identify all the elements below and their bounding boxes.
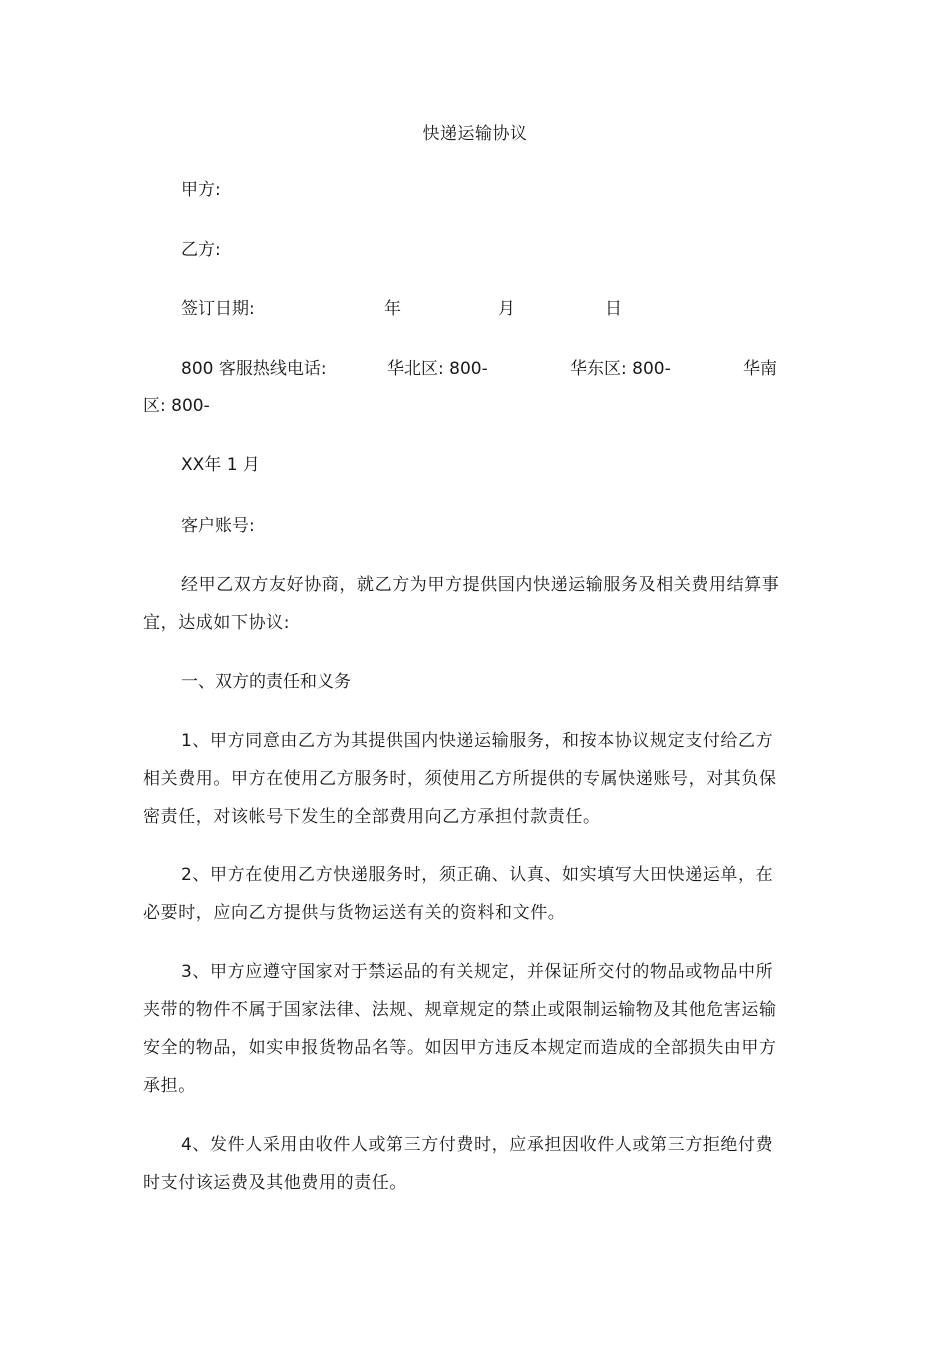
hotline-north: 华北区: 800- [387, 359, 488, 379]
clause-3: 3、甲方应遵守国家对于禁运品的有关规定，并保证所交付的物品或物品中所夹带的物件不属于国家法律、法规、规章规定的禁止或限制运输物及其他危害运输安全的物品，如实申报货物品名等。如因甲方违反本规定而造成的全部损失由甲方承担。 [143, 962, 777, 1096]
hotline-south-part1: 华南 [743, 359, 777, 379]
sign-date-day: 日 [605, 299, 622, 319]
date-line: XX年 1 月 [181, 455, 260, 475]
clause-2: 2、甲方在使用乙方快递服务时，须正确、认真、如实填写大田快递运单，在必要时，应向乙方提供与货物运送有关的资料和文件。 [143, 865, 774, 923]
clause-4: 4、发件人采用由收件人或第三方付费时，应承担因收件人或第三方拒绝付费时支付该运费及其他费用的责任。 [143, 1135, 774, 1193]
document-title: 快递运输协议 [422, 124, 528, 144]
sign-date-year: 年 [384, 299, 401, 319]
hotline-label: 800 客服热线电话: [181, 359, 327, 379]
party-a-label: 甲方: [181, 180, 221, 200]
party-b-label: 乙方: [181, 240, 221, 260]
section-heading: 一、双方的责任和义务 [181, 672, 351, 692]
intro-paragraph: 经甲乙双方友好协商，就乙方为甲方提供国内快递运输服务及相关费用结算事宜，达成如下协议: [143, 575, 780, 633]
clause-1: 1、甲方同意由乙方为其提供国内快递运输服务，和按本协议规定支付给乙方相关费用。甲方在使用乙方服务时，须使用乙方所提供的专属快递账号，对其负保密责任，对该帐号下发生的全部费用向乙方承担付款责任。 [143, 731, 777, 827]
hotline-east: 华东区: 800- [570, 359, 671, 379]
sign-date-month: 月 [498, 299, 515, 319]
sign-date-label: 签订日期: [181, 299, 255, 319]
hotline-south-part2: 区: 800- [143, 396, 210, 416]
customer-account-label: 客户账号: [181, 516, 255, 536]
